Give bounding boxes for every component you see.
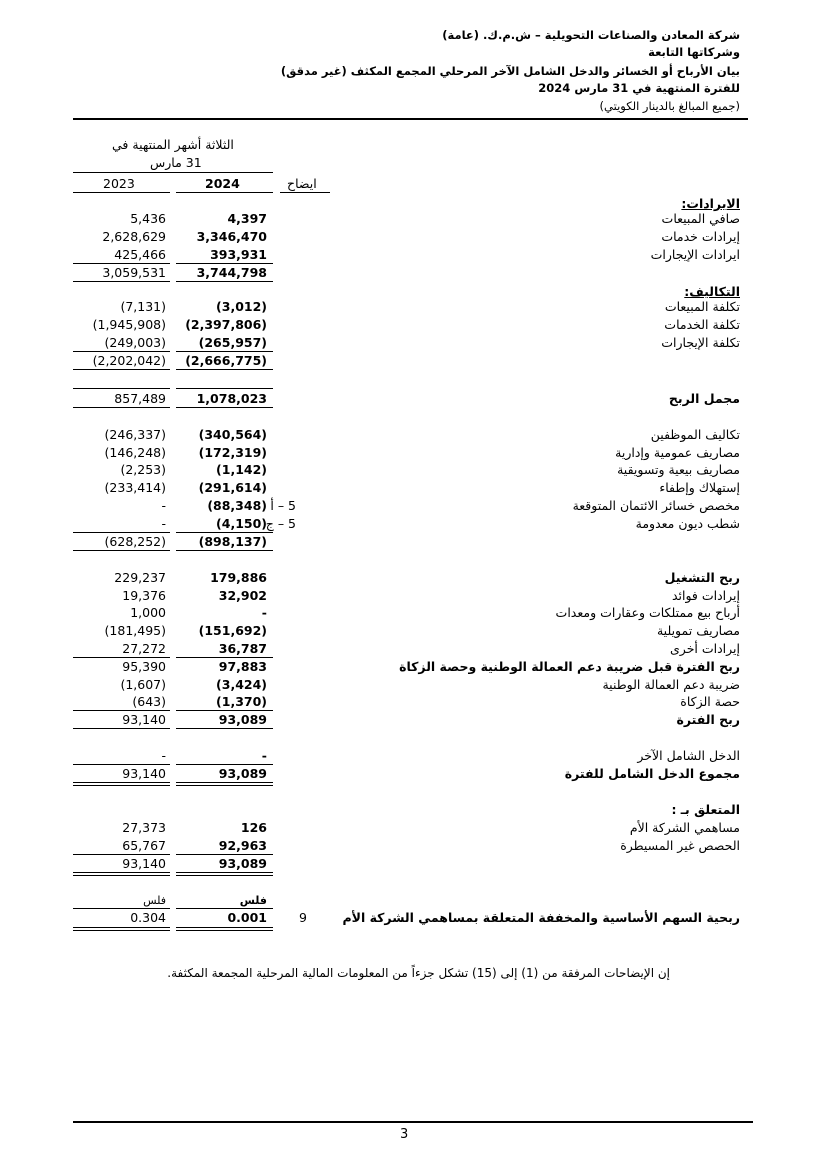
value-2023: 5,436: [130, 211, 166, 226]
table-row: [0, 427, 827, 445]
value-2024: 92,963: [218, 838, 267, 853]
operating-profit-row: [0, 570, 827, 588]
currency-note: (جميع المبالغ بالدينار الكويتي): [599, 99, 740, 113]
row-label: إستهلاك وإطفاء: [659, 480, 740, 495]
attributable-heading-row: [0, 802, 827, 820]
revenue-heading: الايرادات:: [681, 196, 740, 211]
value-2023: 93,140: [122, 856, 166, 871]
row-label: شطب ديون معدومة: [635, 516, 740, 531]
note-ref: 9: [299, 910, 307, 925]
value-2024: 0.001: [227, 910, 267, 925]
row-label: ايرادات الإيجارات: [650, 247, 740, 262]
table-row: [0, 445, 827, 463]
row-label: إيرادات أخرى: [670, 641, 740, 656]
value-2024: (1,142): [216, 462, 267, 477]
table-row: [0, 211, 827, 229]
period-heading-date: 31 مارس: [150, 155, 202, 170]
table-row: [0, 605, 827, 623]
value-2023: -: [161, 498, 166, 513]
value-2023: (643): [132, 694, 166, 709]
eps-unit-2023: فلس: [143, 894, 166, 907]
value-2023: (146,248): [104, 445, 166, 460]
row-label: إيرادات خدمات: [661, 229, 740, 244]
value-2023: 857,489: [114, 391, 166, 406]
row-label: صافي المبيعات: [661, 211, 740, 226]
value-2023: 3,059,531: [102, 265, 166, 280]
value-2024: 3,346,470: [196, 229, 267, 244]
row-label: حصة الزكاة: [680, 694, 740, 709]
row-label: مجمل الربح: [668, 391, 740, 406]
value-2023: 27,373: [122, 820, 166, 835]
value-2024: 4,397: [227, 211, 267, 226]
value-2024: -: [261, 605, 267, 620]
value-2023: (2,202,042): [92, 353, 166, 368]
value-2024: 1,078,023: [196, 391, 267, 406]
value-2023: 425,466: [114, 247, 166, 262]
row-label: تكلفة المبيعات: [664, 299, 740, 314]
value-2023: 19,376: [122, 588, 166, 603]
value-2024: (2,666,775): [185, 353, 267, 368]
row-label: أرباح بيع ممتلكات وعقارات ومعدات: [555, 605, 740, 620]
value-2024: (172,319): [198, 445, 267, 460]
period-title: للفترة المنتهية في 31 مارس 2024: [538, 81, 740, 95]
value-2024: 3,744,798: [196, 265, 267, 280]
table-row: [0, 229, 827, 247]
value-2024: (151,692): [198, 623, 267, 638]
table-row: [0, 677, 827, 695]
table-row: [0, 820, 827, 838]
value-2023: (181,495): [104, 623, 166, 638]
period-heading: الثلاثة أشهر المنتهية في: [112, 137, 234, 152]
note-ref: 5 – أ: [270, 498, 296, 513]
value-2024: 93,089: [218, 766, 267, 781]
row-label: مجموع الدخل الشامل للفترة: [564, 766, 740, 781]
table-row: [0, 317, 827, 335]
row-label: ضريبة دعم العمالة الوطنية: [602, 677, 740, 692]
row-label: ربح الفترة: [676, 712, 740, 727]
value-2023: 0.304: [130, 910, 166, 925]
value-2024: (265,957): [198, 335, 267, 350]
value-2023: 27,272: [122, 641, 166, 656]
eps-row: [0, 910, 827, 928]
value-2024: (88,348): [207, 498, 267, 513]
year-current-heading: 2024: [205, 176, 240, 191]
value-2023: -: [161, 516, 166, 531]
attributable-heading: المتعلق بـ :: [671, 802, 740, 817]
table-row: [0, 480, 827, 498]
table-row: [0, 462, 827, 480]
table-row: [0, 498, 827, 516]
value-2024: (3,012): [216, 299, 267, 314]
value-2023: 2,628,629: [102, 229, 166, 244]
value-2024: (3,424): [216, 677, 267, 692]
value-2023: (233,414): [104, 480, 166, 495]
table-row: [0, 299, 827, 317]
value-2023: (1,945,908): [92, 317, 166, 332]
row-label: مساهمي الشركة الأم: [629, 820, 740, 835]
value-2024: (340,564): [198, 427, 267, 442]
value-2024: 93,089: [218, 856, 267, 871]
value-2023: 95,390: [122, 659, 166, 674]
footer-rule: [73, 1121, 753, 1123]
value-2024: (2,397,806): [185, 317, 267, 332]
disclaimer: إن الإيضاحات المرفقة من (1) إلى (15) تشكل جزءاً من المعلومات المالية المرحلية المجمعة المكثفة.: [167, 966, 670, 980]
statement-title: بيان الأرباح أو الخسائر والدخل الشامل الآخر المرحلي المجمع المكثف (غير مدقق): [280, 64, 740, 78]
row-label: مصاريف تمويلية: [656, 623, 740, 638]
value-2024: 97,883: [218, 659, 267, 674]
row-label: إيرادات فوائد: [671, 588, 740, 603]
note-ref: 5 – ج: [265, 516, 296, 531]
row-label: ربح التشغيل: [664, 570, 740, 585]
value-2024: -: [261, 748, 267, 763]
value-2024: (291,614): [198, 480, 267, 495]
row-label: مصاريف عمومية وإدارية: [615, 445, 740, 460]
note-heading: ايضاح: [287, 176, 317, 191]
value-2023: (1,607): [120, 677, 166, 692]
company-subsidiaries: وشركاتها التابعة: [648, 45, 740, 59]
eps-unit-2024: فلس: [239, 894, 267, 907]
value-2024: (4,150): [216, 516, 267, 531]
value-2023: -: [161, 748, 166, 763]
row-label: الحصص غير المسيطرة: [620, 838, 740, 853]
value-2024: 126: [240, 820, 267, 835]
value-2023: (2,253): [120, 462, 166, 477]
row-label: مصاريف بيعية وتسويقية: [617, 462, 740, 477]
value-2023: 93,140: [122, 712, 166, 727]
value-2024: 393,931: [210, 247, 267, 262]
page-number: 3: [400, 1127, 409, 1142]
value-2023: (246,337): [104, 427, 166, 442]
year-prior-heading: 2023: [103, 176, 135, 191]
row-label: تكلفة الخدمات: [664, 317, 740, 332]
table-row: [0, 623, 827, 641]
header-rule: [73, 118, 748, 120]
value-2023: (628,252): [104, 534, 166, 549]
value-2023: 229,237: [114, 570, 166, 585]
value-2023: 93,140: [122, 766, 166, 781]
row-label: ربحية السهم الأساسية والمخففة المتعلقة بمساهمي الشركة الأم: [342, 910, 740, 925]
table-row: [0, 588, 827, 606]
value-2024: (898,137): [198, 534, 267, 549]
value-2023: (249,003): [104, 335, 166, 350]
costs-heading: التكاليف:: [684, 284, 740, 299]
value-2024: 32,902: [218, 588, 267, 603]
row-label: ربح الفترة قبل ضريبة دعم العمالة الوطنية وحصة الزكاة: [399, 659, 740, 674]
profit-before-tax-row: [0, 659, 827, 677]
value-2023: 65,767: [122, 838, 166, 853]
value-2024: 93,089: [218, 712, 267, 727]
row-label: تكاليف الموظفين: [650, 427, 740, 442]
value-2024: 179,886: [210, 570, 267, 585]
row-label: الدخل الشامل الآخر: [637, 748, 740, 763]
value-2023: 1,000: [130, 605, 166, 620]
row-label: مخصص خسائر الائتمان المتوقعة: [572, 498, 740, 513]
row-label: تكلفة الإيجارات: [661, 335, 740, 350]
value-2024: 36,787: [218, 641, 267, 656]
value-2023: (7,131): [120, 299, 166, 314]
company-name: شركة المعادن والصناعات التحويلية – ش.م.ك. (عامة): [442, 28, 740, 42]
value-2024: (1,370): [216, 694, 267, 709]
